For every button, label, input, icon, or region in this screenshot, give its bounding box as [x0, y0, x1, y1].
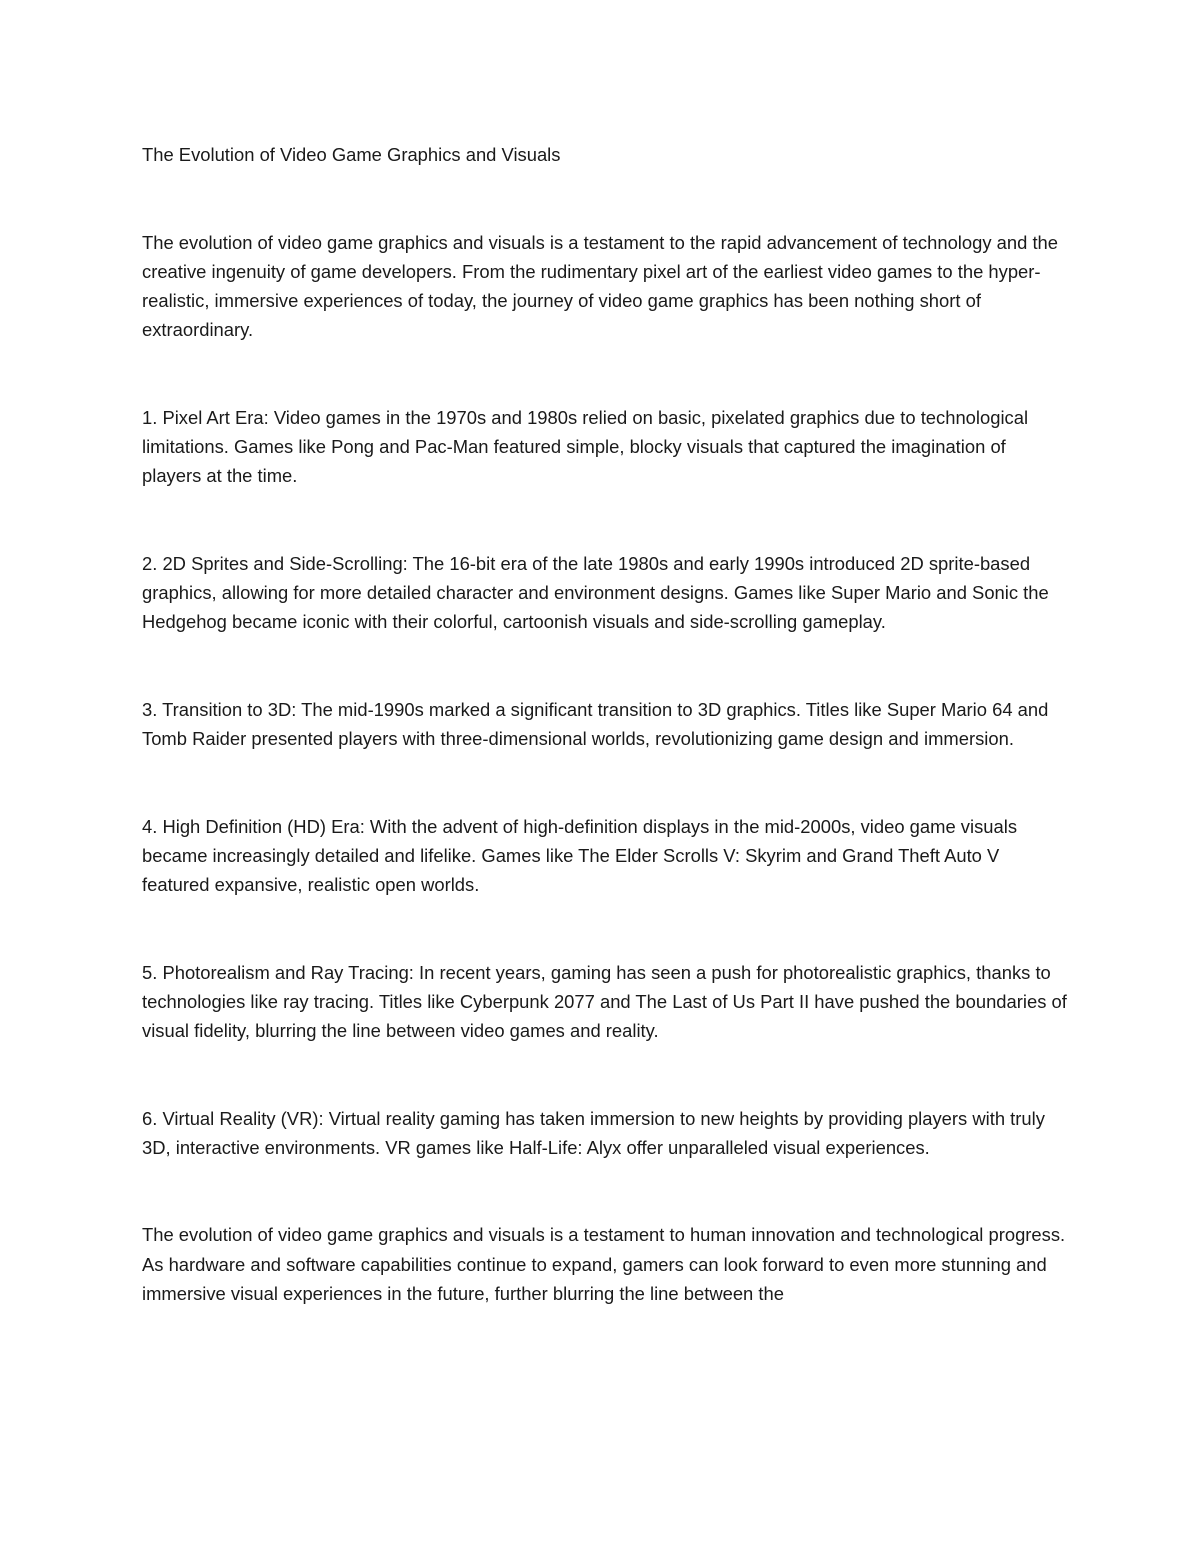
document-body [142, 140, 1067, 1308]
section-2d-sprites: 2. 2D Sprites and Side-Scrolling: The 16-bit era of the late 1980s and early 1990s introduced 2D sprite-based graphics, allowing for more detailed character and environment designs. Games like Super Mario and Sonic the Hedgehog became iconic with their colorful, cartoonish visuals and side-scrolling gameplay. [142, 552, 1049, 633]
section-pixel-art-era: 1. Pixel Art Era: Video games in the 1970s and 1980s relied on basic, pixelated graphics due to technological limitations. Games like Pong and Pac-Man featured simple, blocky visuals that captured the imagination of players at the time. [142, 406, 1029, 487]
intro-paragraph: The evolution of video game graphics and visuals is a testament to the rapid advancement of technology and the creative ingenuity of game developers. From the rudimentary pixel art of the earliest video games to the hyper-realistic, immersive experiences of today, the journey of video game graphics has been nothing short of extraordinary. [142, 231, 1059, 341]
section-hd-era: 4. High Definition (HD) Era: With the advent of high-definition displays in the mid-2000s, video game visuals became increasingly detailed and lifelike. Games like The Elder Scrolls V: Skyrim and Grand Theft Auto V featured expansive, realistic open worlds. [142, 815, 1018, 895]
section-transition-to-3d: 3. Transition to 3D: The mid-1990s marked a significant transition to 3D graphics. Titles like Super Mario 64 and Tomb Raider presented players with three-dimensional worlds, revolutionizing game design and immersion. [142, 698, 1049, 749]
closing-paragraph: The evolution of video game graphics and visuals is a testament to human innovation and technological progress. As hardware and software capabilities continue to expand, gamers can look forward to even more stunning and immersive visual experiences in the future, further blurring the line between the [142, 1224, 1066, 1304]
section-virtual-reality: 6. Virtual Reality (VR): Virtual reality gaming has taken immersion to new heights by providing players with truly 3D, interactive environments. VR games like Half-Life: Alyx offer unparalleled visual experiences. [142, 1107, 1045, 1158]
document-title: The Evolution of Video Game Graphics and Visuals [142, 144, 561, 165]
section-photorealism-ray-tracing: 5. Photorealism and Ray Tracing: In recent years, gaming has seen a push for photorealistic graphics, thanks to technologies like ray tracing. Titles like Cyberpunk 2077 and The Last of Us Part II have pushed the boundaries of visual fidelity, blurring the line between video games and reality. [142, 961, 1067, 1041]
